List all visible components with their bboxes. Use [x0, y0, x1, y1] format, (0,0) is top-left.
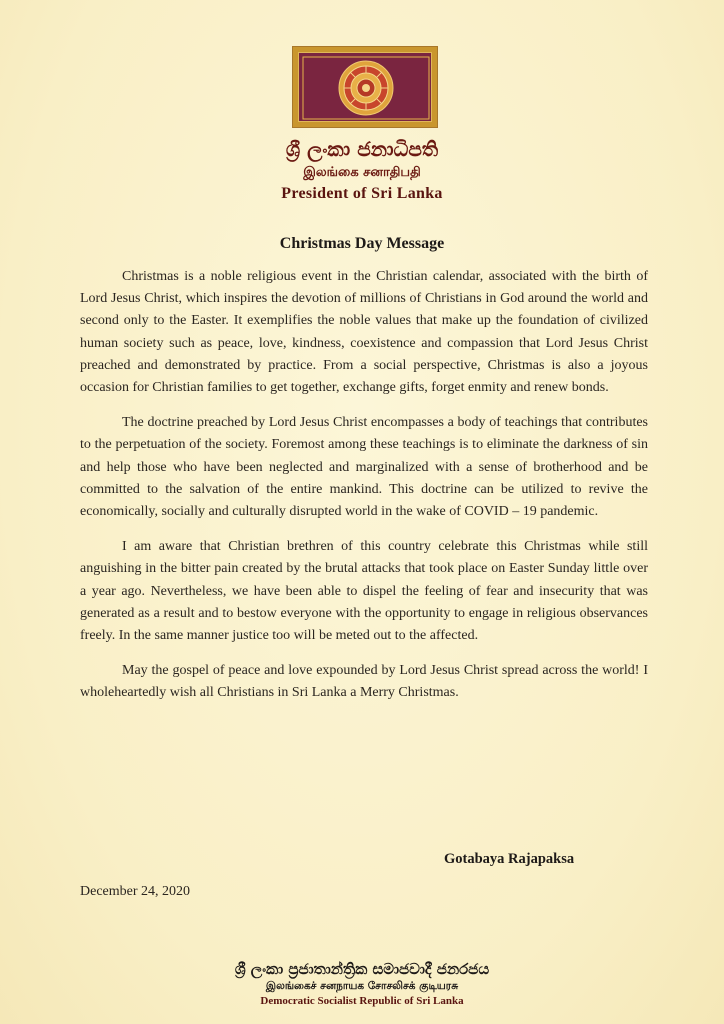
title-sinhala: ශ්‍රී ලංකා ජනාධිපති [285, 137, 439, 161]
footer-tamil: இலங்கைச் சனநாயக சோசலிசக் குடியரசு [265, 980, 459, 992]
message-paragraph-3: I am aware that Christian brethren of this country celebrate this Christmas while still anguishing in the bitter pain created by the brutal attacks that took place on Easter Sunday little over a year ago. Nevertheless, we have been able to dispel the feeling of fear and insecurity that was generated as a result and to bestow everyone with the opportunity to engage in religious observances freely. In the same manner justice too will be meted out to the affected. [80, 539, 648, 644]
message-paragraph-4: May the gospel of peace and love expounded by Lord Jesus Christ spread across the world! I wholeheartedly wish all Christians in Sri Lanka a Merry Christmas. [80, 663, 648, 701]
message-title: Christmas Day Message [279, 235, 445, 252]
signatory-name: Gotabaya Rajapaksa [444, 851, 575, 867]
message-paragraph-2: The doctrine preached by Lord Jesus Christ encompasses a body of teachings that contributes to the perpetuation of the society. Foremost among these teachings is to eliminate the darkness of sin and help those who have been neglected and marginalized with a sense of brotherhood and be committed to the salvation of the entire mankind. This doctrine can be utilized to revive the economically, socially and culturally disrupted world in the wake of COVID – 19 pandemic. [80, 415, 648, 520]
message-body [80, 266, 648, 718]
presidential-emblem [292, 46, 438, 128]
title-tamil: இலங்கை சனாதிபதி [303, 165, 421, 180]
footer-sinhala: ශ්‍රී ලංකා ප්‍රජාතාන්ත්‍රික සමාජවාදී ජනරජය [234, 960, 490, 978]
title-english: President of Sri Lanka [281, 185, 443, 202]
letter-date: December 24, 2020 [80, 884, 191, 899]
footer-english: Democratic Socialist Republic of Sri Lanka [260, 995, 464, 1007]
emblem-icon [298, 52, 432, 122]
message-paragraph-1: Christmas is a noble religious event in the Christian calendar, associated with the birth of Lord Jesus Christ, which inspires the devotion of millions of Christians in God around the world and second only to the Easter. It exemplifies the noble values that make up the foundation of civilized human society such as peace, love, kindness, coexistence and compassion that Lord Jesus Christ preached and demonstrated by practice. From a social perspective, Christmas is also a joyous occasion for Christian families to get together, exchange gifts, forget enmity and renew bonds. [80, 269, 648, 396]
